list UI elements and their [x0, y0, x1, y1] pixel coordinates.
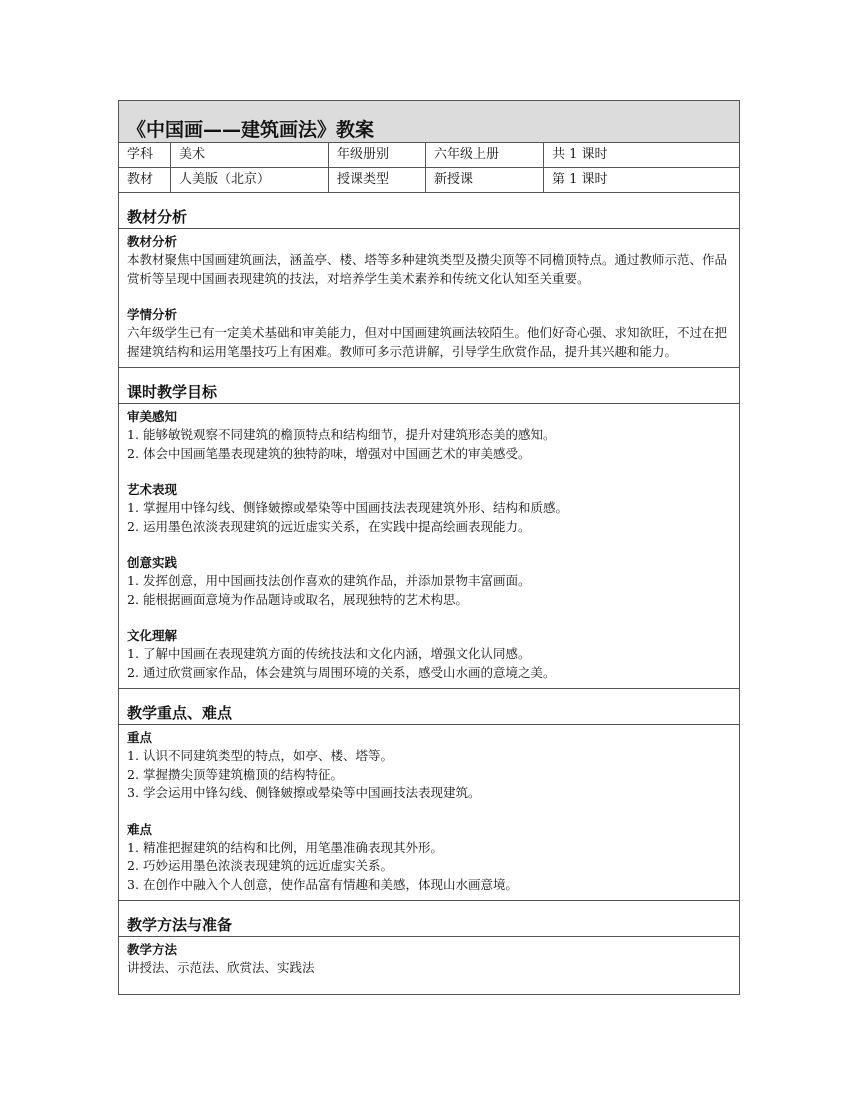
list-item: 1. 能够敏锐观察不同建筑的檐顶特点和结构细节，提升对建筑形态美的感知。 [127, 427, 556, 442]
info-row-1 [119, 143, 739, 168]
subject-label: 学科 [119, 143, 171, 167]
list-item: 1. 精准把握建筑的结构和比例，用笔墨准确表现其外形。 [127, 839, 444, 855]
section-heading-methods: 教学方法与准备 [119, 901, 739, 937]
list-item: 1. 掌握用中锋勾线、侧锋皴擦或晕染等中国画技法表现建筑外形、结构和质感。 [127, 500, 569, 515]
subheading: 艺术表现 [127, 482, 178, 497]
subheading: 重点 [127, 730, 153, 745]
grade-value: 六年级上册 [426, 143, 544, 167]
total-hours: 共 1 课时 [552, 147, 608, 162]
subject-value: 美术 [171, 143, 329, 167]
list-item: 2. 能根据画面意境为作品题诗或取名，展现独特的艺术构思。 [127, 591, 469, 607]
list-item: 2. 通过欣赏画家作品，体会建筑与周围环境的关系，感受山水画的意境之美。 [127, 664, 556, 680]
subheading: 难点 [127, 821, 153, 837]
document-title: 《中国画——建筑画法》教案 [119, 101, 739, 143]
lesson-plan-table [118, 100, 740, 995]
section-heading-goals: 课时教学目标 [119, 368, 739, 404]
list-item: 2. 掌握攒尖顶等建筑檐顶的结构特征。 [127, 766, 344, 782]
subheading: 审美感知 [127, 409, 178, 424]
info-row-2 [119, 168, 739, 193]
textbook-label: 教材 [119, 168, 171, 192]
subheading: 学情分析 [127, 307, 178, 322]
paragraph: 六年级学生已有一定美术基础和审美能力，但对中国画建筑画法较陌生。他们好奇心强、求知欲旺，不过在把握建筑结构和运用笔墨技巧上有困难。教师可多示范讲解，引导学生欣赏作品，提升其兴趣和能力。 [127, 325, 728, 359]
lesson-type-value: 新授课 [426, 168, 544, 192]
list-item: 3. 学会运用中锋勾线、侧锋皴擦或晕染等中国画技法表现建筑。 [127, 785, 481, 800]
subheading: 教学方法 [127, 942, 178, 957]
list-item: 1. 发挥创意，用中国画技法创作喜欢的建筑作品，并添加景物丰富画面。 [127, 573, 531, 588]
list-item: 3. 在创作中融入个人创意，使作品富有情趣和美感，体现山水画意境。 [127, 876, 519, 892]
subheading: 文化理解 [127, 628, 178, 643]
current-hour: 第 1 课时 [552, 172, 608, 187]
section-body-key-points [119, 725, 739, 901]
list-item: 1. 了解中国画在表现建筑方面的传统技法和文化内涵，增强文化认同感。 [127, 646, 531, 661]
list-item: 2. 体会中国画笔墨表现建筑的独特韵味，增强对中国画艺术的审美感受。 [127, 445, 531, 461]
paragraph: 讲授法、示范法、欣赏法、实践法 [127, 960, 315, 975]
list-item: 2. 巧妙运用墨色浓淡表现建筑的远近虚实关系。 [127, 858, 394, 873]
section-heading-material: 教材分析 [119, 193, 739, 229]
section-body-methods [119, 937, 739, 994]
section-body-goals [119, 404, 739, 689]
paragraph: 本教材聚焦中国画建筑画法，涵盖亭、楼、塔等多种建筑类型及攒尖顶等不同檐顶特点。通过教师示范、作品赏析等呈现中国画表现建筑的技法，对培养学生美术素养和传统文化认知至关重要。 [127, 252, 728, 286]
section-body-material [119, 229, 739, 368]
section-heading-key-points: 教学重点、难点 [119, 689, 739, 725]
list-item: 1. 认识不同建筑类型的特点，如亭、楼、塔等。 [127, 748, 394, 763]
list-item: 2. 运用墨色浓淡表现建筑的远近虚实关系，在实践中提高绘画表现能力。 [127, 518, 531, 534]
lesson-type-label: 授课类型 [329, 168, 426, 192]
grade-label: 年级册别 [329, 143, 426, 167]
textbook-value: 人美版（北京） [171, 168, 329, 192]
subheading: 创意实践 [127, 555, 178, 570]
subheading: 教材分析 [127, 234, 178, 249]
